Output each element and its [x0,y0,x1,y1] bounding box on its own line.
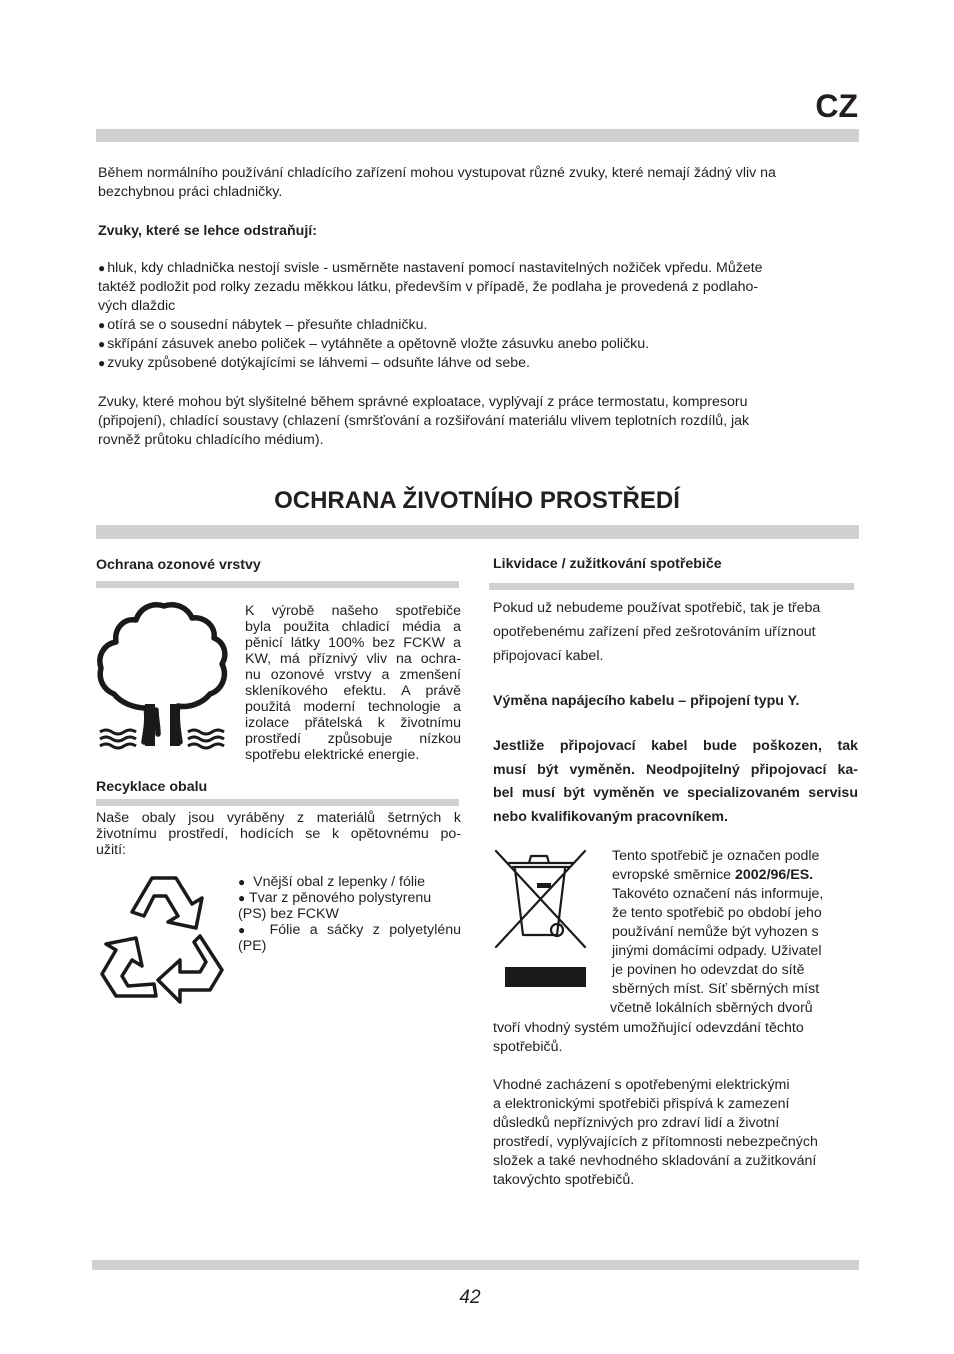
recycling-heading: Recyklace obalu [96,779,208,795]
section-rule [96,525,859,539]
recycling-rule [96,799,459,806]
list-item: ● zvuky způsobené dotýkajícími se láhvemi – odsuňte láhve od sebe. [98,354,868,373]
recycle-icon [96,872,228,1012]
recycling-text: Naše obaly jsou vyráběny z materiálů šetrných k životnímu prostředí, hodících se k opětovnému po- užití: [96,810,461,858]
disposal-text: Pokud už nebudeme používat spotřebič, tak je třeba opotřebenému zařízení před zešrotováním uříznout připojovací kabel. [493,600,821,664]
weee-text: Tento spotřebič je označen podle evropské směrnice 2002/96/ES. Takovéto označení nás informuje, že tento spotřebič po období jeho používání nemůže být vyhozen s jinými domácími odpady. Uživatel je povinen ho odevzdat do sítě sběrných míst. Síť sběrných míst včetně lokálních sběrných dvorů [610,848,824,1016]
language-code: CZ [815,88,858,124]
ozone-heading: Ochrana ozonové vrstvy [96,557,261,573]
operation-noises-paragraph: Zvuky, které mohou být slyšitelné během správné exploatace, vyplývají z práce termostatu, kompresoru (připojení), chladící soustavy (chlazení (smršťování a rozšiřování materiálu vlivem teplotních rozdílů, jak rovněž průtoku chladícího médium). [98,394,750,448]
footer-rule [92,1260,859,1270]
list-item: ● hluk, kdy chladnička nestojí svisle - usměrněte nastavení pomocí nastavitelných nožiček vpředu. Můžete [98,259,868,278]
packaging-list: ● Vnější obal z lepenky / fólie ● Tvar z pěnového polystyrenu (PS) bez FCKW ● Fólie a sáčky z polyetylénu (PE) [238,874,462,954]
list-item: ● Tvar z pěnového polystyrenu [238,890,432,906]
ozone-text: K výrobě našeho spotřebiče byla použita chladicí média a pěnicí látky 100% bez FCKW a KW, má příznivý vliv na ochra- nu ozonové vrstvy a zmenšení skleníkového efektu. A právě použitá moderní technologie a izolace přátelská k životnímu prostředí způsobuje nízkou spotřebu elektrické energie. [245,603,461,763]
handling-text: Vhodné zacházení s opotřebenými elektrickými a elektronickými spotřebiči přispívá k zamezení důsledků nepříznivých pro zdraví lidí a životní prostředí, vyplývajících z přítomnosti nebezpečných složek a také nevhodného skladování a zužitkování takovýchto spotřebičů. [493,1077,818,1188]
intro-paragraph: Během normálního používání chladícího zařízení mohou vystupovat různé zvuky, které nemají žádný vliv na bezchybnou práci chladničky. [98,165,776,200]
header-rule [96,129,859,142]
disposal-rule [489,583,854,590]
list-item: ● Vnější obal z lepenky / fólie [238,874,426,890]
easy-noises-heading: Zvuky, které se lehce odstraňují: [98,223,317,239]
list-item: ● otírá se o sousední nábytek – přesuňte chladničku. [98,316,868,335]
cable-warning: Jestliže připojovací kabel bude poškozen, tak musí být vyměněn. Neodpojitelný připojovací ka- bel musí být vyměněn ve specializovaném servisu nebo kvalifikovaným pracovníkem. [493,738,858,825]
crossed-out-bin-icon [493,847,593,991]
tree-icon [96,600,230,750]
list-item: ● Fólie a sáčky z polyetylénu [238,922,462,938]
noise-bullet-list: ● hluk, kdy chladnička nestojí svisle - usměrněte nastavení pomocí nastavitelných nožiček vpředu. Můžete taktéž podložit pod rolky zezadu měkkou látku, především v případě, že podlaha je provedená z podlaho- vých dlaždic ● otírá se o sousední nábytek – přesuňte chladničku. ● skřípání zásuvek anebo poliček – vytáhněte a opětovně vložte zásuvku anebo poličku. ● zvuky způsobené dotýkajícími se láhvemi – odsuňte láhve od sebe. [98,259,868,373]
section-title: OCHRANA ŽIVOTNÍHO PROSTŘEDÍ [274,487,680,514]
list-item: ● skřípání zásuvek anebo poliček – vytáhněte a opětovně vložte zásuvku anebo poličku. [98,335,868,354]
cable-heading: Výměna napájecího kabelu – připojení typu Y. [493,693,800,709]
weee-text-continued: tvoří vhodný systém umožňující odevzdání těchto spotřebičů. [493,1020,804,1055]
ozone-rule [96,581,459,588]
disposal-heading: Likvidace / zužitkování spotřebiče [493,556,722,572]
page-number: 42 [459,1287,481,1308]
